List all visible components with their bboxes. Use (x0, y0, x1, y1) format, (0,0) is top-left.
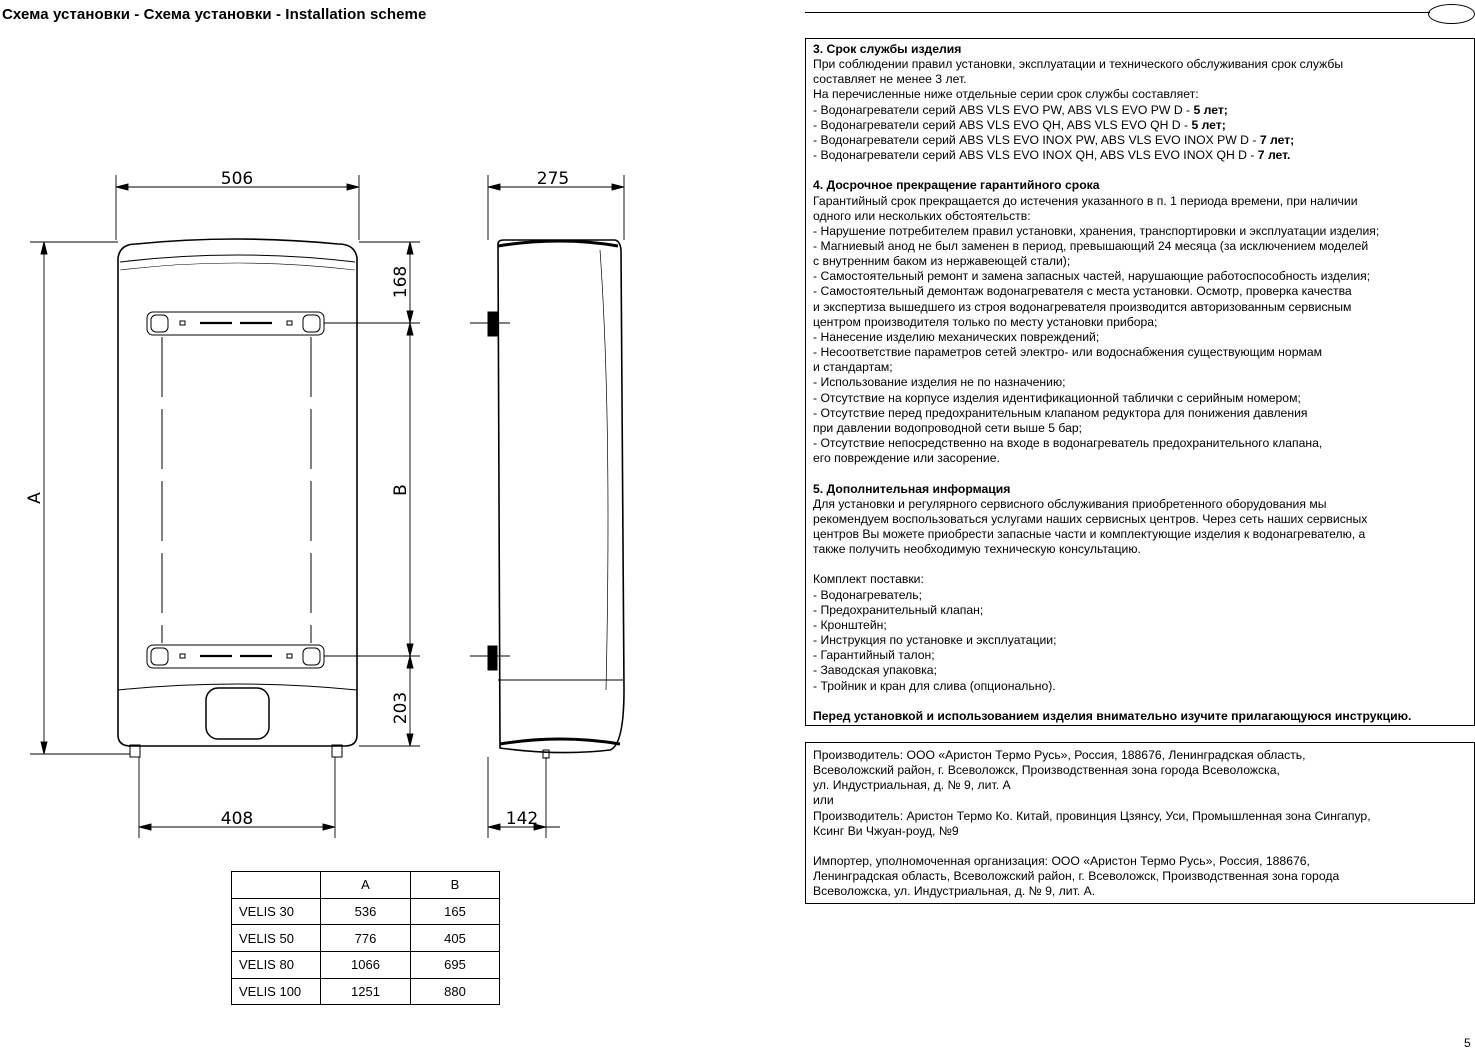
section5-body (813, 497, 1467, 558)
kit-title: Комплект поставки: (813, 572, 924, 587)
section4-body (813, 194, 1467, 467)
page-title: Схема установки - Схема установки - Installation scheme (2, 6, 427, 23)
list-item: - Водонагреватели серий ABS VLS EVO PW, ABS VLS EVO PW D - 5 лет; (813, 102, 1228, 117)
manufacturer-box (805, 742, 1475, 904)
table-row (232, 925, 500, 952)
front-view (118, 239, 357, 757)
dim-a: A (25, 492, 45, 504)
text-line: - Самостоятельный ремонт и замена запасных частей, нарушающие работоспособность изделия; (813, 269, 1371, 284)
final-note: Перед установкой и использованием изделия внимательно изучите прилагающуюся инструкцию. (813, 708, 1412, 723)
list-item: - Кронштейн; (813, 617, 887, 632)
table-header-cell (232, 872, 321, 899)
text-line: - Использование изделия не по назначению; (813, 375, 1066, 390)
text-line: Всеволожский район, г. Всеволожск, Производственная зона города Всеволожска, (813, 763, 1280, 778)
text-line: рекомендуем воспользоваться услугами наших сервисных центров. Через сеть наших сервисных (813, 511, 1368, 526)
text-line: также получить необходимую техническую консультацию. (813, 542, 1141, 557)
text-line: - Отсутствие на корпусе изделия идентификационной таблички с серийным номером; (813, 390, 1301, 405)
list-item: - Гарантийный талон; (813, 648, 935, 663)
text-line: Ксинг Ви Чжуан-роуд, №9 (813, 823, 959, 838)
text-line: и стандартам; (813, 360, 893, 375)
text-line: Производитель: ООО «Аристон Термо Русь», Россия, 188676, Ленинградская область, (813, 748, 1306, 762)
text-line: При соблюдении правил установки, эксплуатации и технического обслуживания срок службы (813, 57, 1344, 72)
table-row (232, 952, 500, 979)
dim-506: 506 (220, 169, 254, 189)
page-number: 5 (1464, 1036, 1471, 1050)
text-line: центров Вы можете приобрести запасные части и комплектующие изделия к водонагревателю, а (813, 526, 1366, 541)
dimensions-table (231, 871, 500, 1005)
table-cell: 695 (411, 952, 500, 979)
table-header-cell: B (411, 872, 500, 899)
table-cell: 536 (321, 898, 411, 925)
section4-heading: 4. Досрочное прекращение гарантийного срока (813, 178, 1100, 193)
text-line: его повреждение или засорение. (813, 451, 1000, 466)
text-line: и экспертиза вышедшего из строя водонагревателя производится авторизованным сервисным (813, 299, 1352, 314)
warranty-info-box (805, 38, 1475, 726)
table-cell: 1066 (321, 952, 411, 979)
dim-168: 168 (391, 265, 411, 299)
dim-408: 408 (220, 809, 254, 829)
table-cell: 776 (321, 925, 411, 952)
section5-heading: 5. Дополнительная информация (813, 481, 1011, 496)
text-line: при давлении водопроводной сети выше 5 бар; (813, 420, 1083, 435)
manufacturer-info (813, 748, 1467, 839)
text-line: - Нанесение изделию механических повреждений; (813, 329, 1100, 344)
table-cell: 1251 (321, 978, 411, 1005)
section3-heading: 3. Срок службы изделия (813, 42, 962, 56)
text-line: - Самостоятельный демонтаж водонагревателя с места установки. Осмотр, проверка качества (813, 284, 1352, 299)
text-line: с внутренним баком из нержавеющей стали); (813, 254, 1071, 269)
text-line: составляет не менее 3 лет. (813, 72, 967, 87)
table-cell: VELIS 100 (232, 978, 321, 1005)
text-line: - Отсутствие непосредственно на входе в водонагреватель предохранительного клапана, (813, 436, 1323, 451)
table-header-cell: A (321, 872, 411, 899)
kit-list (813, 588, 1467, 694)
table-header-row (232, 872, 500, 899)
text-line: центром производителя только по месту установки прибора; (813, 314, 1158, 329)
header-rule (805, 12, 1430, 13)
text-line: - Несоответствие параметров сетей электро- или водоснабжения существующим нормам (813, 345, 1323, 360)
text-line: одного или нескольких обстоятельств: (813, 208, 1031, 223)
text-line: Всеволожска, ул. Индустриальная, д. № 9, лит. А. (813, 884, 1096, 899)
language-badge-oval (1428, 4, 1475, 24)
list-item: - Водонагреватели серий ABS VLS EVO INOX QH, ABS VLS EVO INOX QH D - 7 лет. (813, 148, 1291, 163)
table-cell: VELIS 80 (232, 952, 321, 979)
text-line: - Магниевый анод не был заменен в период, превышающий 24 месяца (за исключением моделей (813, 239, 1369, 254)
table-row (232, 898, 500, 925)
table-cell: 165 (411, 898, 500, 925)
dim-142: 142 (505, 809, 539, 829)
text-line: - Нарушение потребителем правил установки, хранения, транспортировки и эксплуатации изделия; (813, 223, 1380, 238)
table-cell: 405 (411, 925, 500, 952)
list-item: - Водонагреватели серий ABS VLS EVO QH, ABS VLS EVO QH D - 5 лет; (813, 117, 1226, 132)
text-line: Для установки и регулярного сервисного обслуживания приобретенного оборудования мы (813, 496, 1327, 511)
text-line: Гарантийный срок прекращается до истечения указанного в п. 1 периода времени, при наличии (813, 193, 1358, 208)
dim-203: 203 (391, 691, 411, 725)
side-view (488, 240, 624, 758)
text-line: или (813, 793, 834, 808)
text-line: Производитель: Аристон Термо Ко. Китай, провинция Цзянсу, Уси, Промышленная зона Сингапур, (813, 808, 1371, 823)
dim-275: 275 (536, 169, 570, 189)
importer-info (813, 854, 1467, 899)
list-item: - Заводская упаковка; (813, 663, 937, 678)
table-cell: 880 (411, 978, 500, 1005)
table-cell: VELIS 30 (232, 898, 321, 925)
dim-b: B (391, 484, 411, 496)
dimension-labels (25, 169, 569, 829)
list-item: - Тройник и кран для слива (опционально). (813, 678, 1056, 693)
text-line: ул. Индустриальная, д. № 9, лит. А (813, 778, 1011, 793)
list-item: - Инструкция по установке и эксплуатации; (813, 633, 1057, 648)
list-item: - Водонагреватель; (813, 587, 922, 602)
text-line: - Отсутствие перед предохранительным клапаном редуктора для понижения давления (813, 405, 1308, 420)
list-item: - Водонагреватели серий ABS VLS EVO INOX PW, ABS VLS EVO INOX PW D - 7 лет; (813, 132, 1295, 147)
table-row (232, 978, 500, 1005)
text-line: Импортер, уполномоченная организация: ООО «Аристон Термо Русь», Россия, 188676, (813, 854, 1310, 869)
list-item: - Предохранительный клапан; (813, 602, 984, 617)
text-line: На перечисленные ниже отдельные серии срок службы составляет: (813, 87, 1199, 102)
text-line: Ленинградская область, Всеволожский район, г. Всеволожск, Производственная зона города (813, 869, 1340, 884)
table-cell: VELIS 50 (232, 925, 321, 952)
